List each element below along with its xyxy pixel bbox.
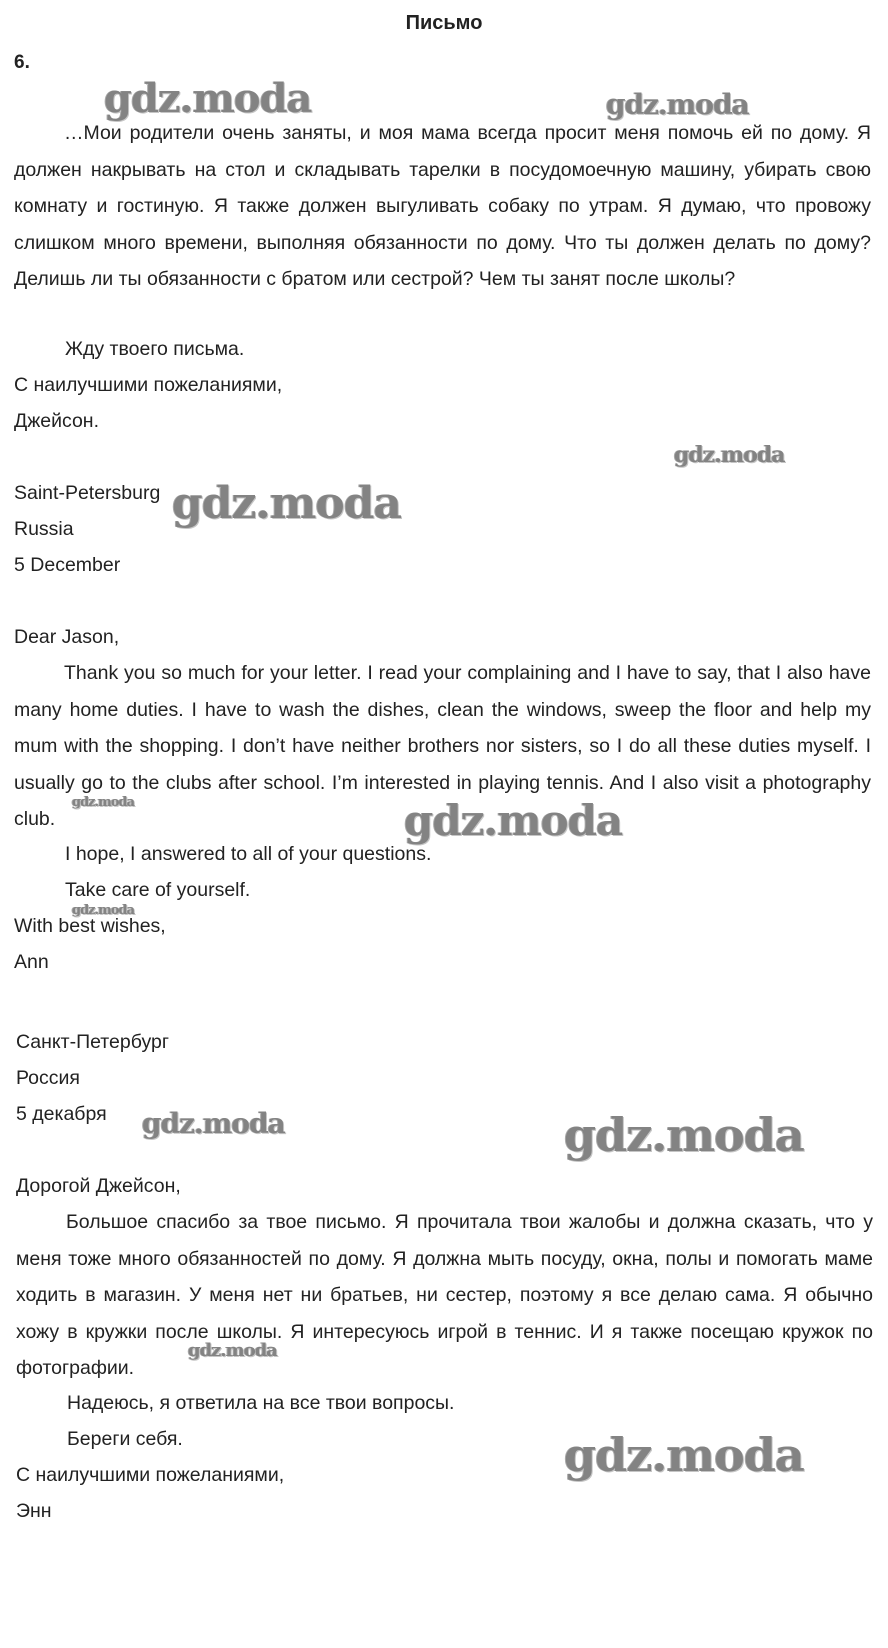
ru-care: Береги себя.: [67, 1428, 183, 1450]
ru-address-city: Санкт-Петербург: [16, 1031, 169, 1053]
en-body: Thank you so much for your letter. I read your complaining and I have to say, that I also have many home duties. I have to wash the dishes, clean the windows, sweep the floor and help my mum with the shopping. I don’t have neither brothers nor sisters, so I do all these duties myself. I usually go to the clubs after school. I’m interested in playing tennis. And I also visit a photography club.: [14, 662, 871, 831]
en-closing: With best wishes,: [14, 915, 166, 937]
watermark: gdz.moda: [142, 1107, 285, 1140]
watermark: gdz.moda: [606, 88, 749, 121]
watermark: gdz.moda: [674, 442, 785, 468]
watermark: gdz.moda: [188, 1340, 277, 1361]
watermark: gdz.moda: [172, 478, 402, 529]
en-care: Take care of yourself.: [65, 879, 251, 901]
watermark: gdz.moda: [104, 75, 312, 122]
ru-signature: Энн: [16, 1500, 52, 1522]
ru-date: 5 декабря: [16, 1103, 107, 1125]
watermark: gdz.moda: [564, 1108, 804, 1162]
watermark: gdz.moda: [72, 795, 135, 810]
en-signature: Ann: [14, 951, 49, 973]
ru-letter-paragraph: …Мои родители очень заняты, и моя мама всегда просит меня помочь ей по дому. Я должен накрывать на стол и складывать тарелки в посудомоечную машину, убирать свою комнату и гостиную. Я также должен выгуливать собаку по утрам. Я думаю, что провожу слишком много времени, выполняя обязанности по дому. Что ты должен делать по дому? Делишь ли ты обязанности с братом или сестрой? Чем ты занят после школы?: [14, 122, 871, 291]
ru-letter-await: Жду твоего письма.: [65, 338, 245, 360]
en-hope: I hope, I answered to all of your questions.: [65, 843, 432, 865]
ru-greeting: Дорогой Джейсон,: [16, 1175, 181, 1197]
watermark: gdz.moda: [564, 1428, 804, 1482]
task-number: 6.: [14, 52, 30, 73]
en-address-country: Russia: [14, 518, 74, 540]
en-greeting: Dear Jason,: [14, 626, 120, 648]
ru-letter-signature: Джейсон.: [14, 410, 99, 432]
ru-letter-closing: С наилучшими пожеланиями,: [14, 374, 283, 396]
page-title: Письмо: [405, 12, 483, 34]
ru-closing: С наилучшими пожеланиями,: [16, 1464, 285, 1486]
watermark: gdz.moda: [404, 796, 623, 845]
ru-body: Большое спасибо за твое письмо. Я прочитала твои жалобы и должна сказать, что у меня тоже много обязанностей по дому. Я должна мыть посуду, окна, полы и помогать маме ходить в магазин. У меня нет ни братьев, ни сестер, поэтому я все делаю сама. Я обычно хожу в кружки после школы. Я интересуюсь игрой в теннис. И я также посещаю кружок по фотографии.: [16, 1211, 873, 1380]
ru-address-country: Россия: [16, 1067, 80, 1089]
watermark: gdz.moda: [72, 903, 135, 918]
en-address-city: Saint-Petersburg: [14, 482, 161, 504]
en-date: 5 December: [14, 554, 121, 576]
ru-hope: Надеюсь, я ответила на все твои вопросы.: [67, 1392, 455, 1414]
